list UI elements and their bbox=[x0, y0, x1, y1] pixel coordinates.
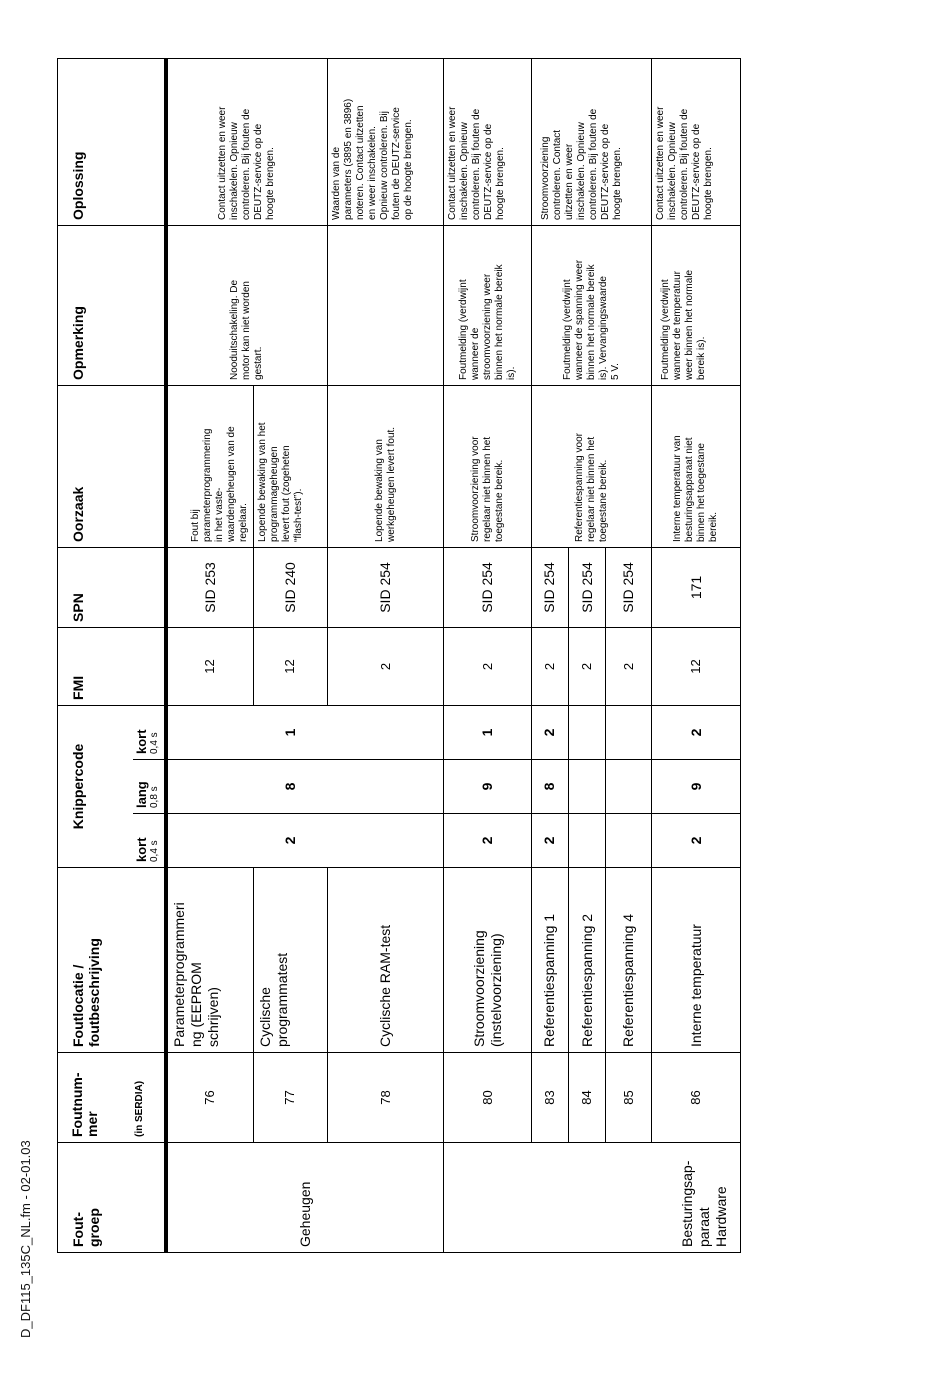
fmi-value: 12 bbox=[652, 627, 741, 705]
table-row bbox=[444, 58, 532, 1252]
fault-location: Stroomvoorziening (instelvoorziening) bbox=[444, 868, 532, 1053]
fmi-value: 2 bbox=[606, 627, 652, 705]
table-row bbox=[328, 58, 444, 1252]
fault-location: Referentiespanning 4 bbox=[606, 868, 652, 1053]
fault-number: 83 bbox=[531, 1053, 568, 1143]
group-memory: Geheugen bbox=[166, 1143, 444, 1253]
fmi-value: 2 bbox=[568, 627, 606, 705]
remark-text: Foutmelding (verdwijnt wanneer de temperatuur weer binnen het normale bereik is). bbox=[652, 225, 741, 385]
fmi-value: 2 bbox=[328, 627, 444, 705]
header-blink-kort-1 bbox=[133, 814, 166, 868]
solution-text: Waarden van de parameters (3895 en 3896) noteren. Contact uitzetten en weer inschakelen. Opnieuw controleren. Bij fouten de DEUTZ-service op de hoogte brengen. bbox=[328, 58, 444, 225]
cause-text: Stroomvoorziening voor regelaar niet binnen het toegestane bereik. bbox=[444, 385, 532, 547]
spn-value: SID 254 bbox=[531, 547, 568, 627]
blink-lang: 8 bbox=[531, 760, 568, 814]
spn-value: SID 253 bbox=[166, 547, 254, 627]
cause-text: Fout bij parameterprogrammering in het vaste- waardengeheugen van de regelaar. bbox=[166, 385, 254, 547]
header-spn: SPN bbox=[58, 547, 166, 627]
blink-kort-2: 1 bbox=[253, 705, 327, 759]
solution-text: Stroomvoorziening controleren. Contact uitzetten en weer inschakelen. Opnieuw controleren. Bij fouten de DEUTZ-service op de hoogte brengen. bbox=[531, 58, 651, 225]
spn-value: SID 254 bbox=[444, 547, 532, 627]
header-blink-kort-2 bbox=[133, 705, 166, 759]
cause-text: Referentiespanning voor regelaar niet binnen het toegestane bereik. bbox=[531, 385, 651, 547]
fault-number: 77 bbox=[253, 1053, 327, 1143]
blink-kort-2: 2 bbox=[652, 705, 741, 759]
blink-lang: 9 bbox=[444, 760, 532, 814]
fault-location: Interne temperatuur bbox=[652, 868, 741, 1053]
header-fault-number: Foutnum- mer bbox=[58, 1053, 133, 1143]
header-cause: Oorzaak bbox=[58, 385, 166, 547]
table-row bbox=[166, 58, 254, 1252]
header-blink-kort-1-label: kort bbox=[133, 837, 149, 862]
fmi-value: 12 bbox=[166, 627, 254, 705]
fault-number: 86 bbox=[652, 1053, 741, 1143]
spn-value: SID 254 bbox=[568, 547, 606, 627]
header-fault-location: Foutlocatie / foutbeschrijving bbox=[58, 868, 166, 1053]
header-blink-code: Knippercode bbox=[58, 705, 133, 867]
blink-kort-2: 1 bbox=[444, 705, 532, 759]
table-row bbox=[531, 58, 568, 1252]
fault-location: Referentiespanning 1 bbox=[531, 868, 568, 1053]
header-fmi: FMI bbox=[58, 627, 166, 705]
solution-text: Contact uitzetten en weer inschakelen. Opnieuw controleren. Bij fouten de DEUTZ-service op de hoogte brengen. bbox=[652, 58, 741, 225]
fault-number: 84 bbox=[568, 1053, 606, 1143]
solution-text: Contact uitzetten en weer inschakelen. Opnieuw controleren. Bij fouten de DEUTZ-service op de hoogte brengen. bbox=[166, 58, 328, 225]
blink-kort-1: 2 bbox=[652, 814, 741, 868]
fmi-value: 2 bbox=[531, 627, 568, 705]
spn-value: SID 240 bbox=[253, 547, 327, 627]
fmi-value: 12 bbox=[253, 627, 327, 705]
table-row bbox=[652, 58, 741, 1252]
blink-kort-1: 2 bbox=[253, 814, 327, 868]
solution-text: Contact uitzetten en weer inschakelen. Opnieuw controleren. Bij fouten de DEUTZ-service op de hoogte brengen. bbox=[444, 58, 532, 225]
fmi-value: 2 bbox=[444, 627, 532, 705]
blink-lang: 8 bbox=[253, 760, 327, 814]
error-code-table bbox=[57, 58, 741, 1253]
header-solution: Oplossing bbox=[58, 58, 166, 225]
fault-location: Cyclische programmatest bbox=[253, 868, 327, 1053]
header-blink-kort-2-label: kort bbox=[133, 729, 149, 754]
remark-text: Foutmelding (verdwijnt wanneer de stroomvoorziening weer binnen het normale bereik is). bbox=[444, 225, 532, 385]
cause-text: Interne temperatuur van besturingsapparaat niet binnen het toegestane bereik. bbox=[652, 385, 741, 547]
group-control-unit-hardware: Besturingsap- paraat Hardware bbox=[531, 1143, 740, 1253]
spn-value: 171 bbox=[652, 547, 741, 627]
cause-text: Lopende bewaking van werkgeheugen levert fout. bbox=[328, 385, 444, 547]
blink-kort-1: 2 bbox=[444, 814, 532, 868]
remark-text: Nooduitschakeling. De motor kan niet worden gestart. bbox=[166, 225, 328, 385]
header-fault-number-sub: (in SERDIA) bbox=[133, 1053, 166, 1143]
document-footer-filename: D_DF115_135C_NL.fm - 02-01.03 bbox=[18, 1140, 33, 1338]
error-code-table-wrapper bbox=[57, 59, 741, 1253]
spn-value: SID 254 bbox=[328, 547, 444, 627]
header-blink-lang-label: lang bbox=[133, 781, 149, 808]
fault-number: 80 bbox=[444, 1053, 532, 1143]
fault-location: Cyclische RAM-test bbox=[328, 868, 444, 1053]
header-blink-kort-1-duration: 0,4 s bbox=[148, 840, 160, 862]
blink-kort-1: 2 bbox=[531, 814, 568, 868]
fault-location: Referentiespanning 2 bbox=[568, 868, 606, 1053]
remark-text: Foutmelding (verdwijnt wanneer de spanning weer binnen het normale bereik is). Vervangingswaarde 5 V. bbox=[531, 225, 651, 385]
fault-location: Parameterprogrammeri ng (EEPROM schrijven) bbox=[166, 868, 254, 1053]
blink-kort-2: 2 bbox=[531, 705, 568, 759]
header-blink-lang bbox=[133, 760, 166, 814]
blink-lang: 9 bbox=[652, 760, 741, 814]
fault-number: 78 bbox=[328, 1053, 444, 1143]
header-remark: Opmerking bbox=[58, 225, 166, 385]
cause-text: Lopende bewaking van het programmageheugen levert fout (zogeheten “flash-test”). bbox=[253, 385, 327, 547]
header-fault-group: Fout- groep bbox=[58, 1143, 166, 1253]
fault-number: 76 bbox=[166, 1053, 254, 1143]
header-blink-lang-duration: 0,8 s bbox=[148, 786, 160, 808]
spn-value: SID 254 bbox=[606, 547, 652, 627]
header-blink-kort-2-duration: 0,4 s bbox=[148, 732, 160, 754]
fault-number: 85 bbox=[606, 1053, 652, 1143]
